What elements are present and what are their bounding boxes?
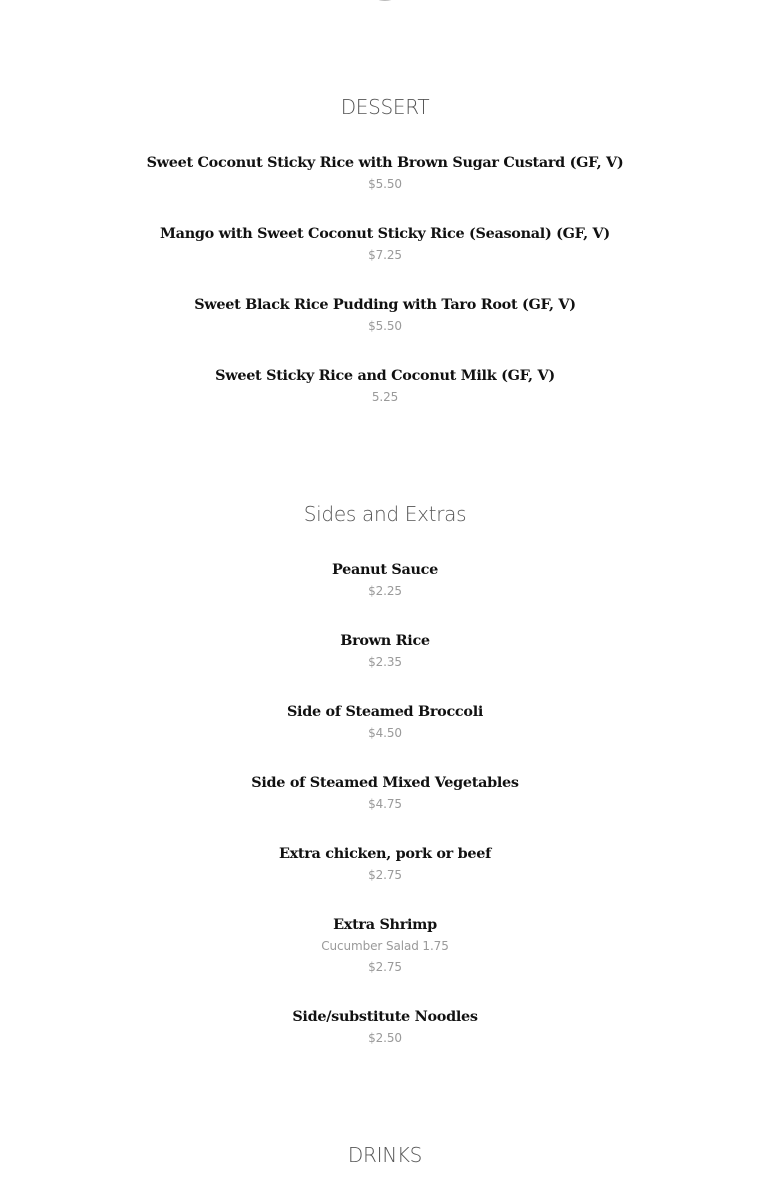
item-price: $5.50: [368, 177, 402, 191]
section-sides-header: [0, 500, 770, 528]
item-name: Sweet Coconut Sticky Rice with Brown Sugar Custard (GF, V): [146, 154, 624, 171]
section-title-sides: Sides and Extras: [303, 502, 467, 526]
menu-item: [0, 915, 770, 977]
item-price: $2.75: [368, 960, 402, 974]
item-name: Extra chicken, pork or beef: [278, 845, 492, 862]
menu-item: [0, 153, 770, 194]
item-price: $2.25: [368, 584, 402, 598]
item-price: $2.75: [368, 868, 402, 882]
previous-section-fragment: [373, 0, 397, 2]
menu-item: [0, 773, 770, 814]
item-name: Mango with Sweet Coconut Sticky Rice (Seasonal) (GF, V): [160, 225, 610, 242]
menu-item: [0, 844, 770, 885]
item-name: Side of Steamed Mixed Vegetables: [251, 774, 519, 791]
item-price: $4.50: [368, 726, 402, 740]
item-name: Sweet Sticky Rice and Coconut Milk (GF, V): [215, 367, 555, 384]
item-name: Extra Shrimp: [333, 916, 437, 933]
menu-item: [0, 295, 770, 336]
section-title-drinks: DRINKS: [347, 1143, 423, 1167]
menu-item: [0, 560, 770, 601]
item-name: Side/substitute Noodles: [292, 1008, 478, 1025]
item-name: Side of Steamed Broccoli: [286, 703, 484, 720]
item-name: Peanut Sauce: [332, 561, 438, 578]
section-drinks-header: [0, 1141, 770, 1169]
menu-item: [0, 702, 770, 743]
item-price: $2.35: [368, 655, 402, 669]
menu-item: [0, 366, 770, 407]
section-title-dessert: DESSERT: [340, 95, 430, 119]
item-price: $4.75: [368, 797, 402, 811]
item-name: Brown Rice: [340, 632, 430, 649]
item-price: $2.50: [368, 1031, 402, 1045]
item-price: 5.25: [371, 390, 399, 404]
menu-item: [0, 1007, 770, 1048]
menu-item: [0, 224, 770, 265]
item-price: $5.50: [368, 319, 402, 333]
section-dessert-header: [0, 93, 770, 121]
item-name: Sweet Black Rice Pudding with Taro Root (GF, V): [194, 296, 576, 313]
item-price: $7.25: [368, 248, 402, 262]
item-description: Cucumber Salad 1.75: [321, 939, 449, 953]
menu-item: [0, 631, 770, 672]
